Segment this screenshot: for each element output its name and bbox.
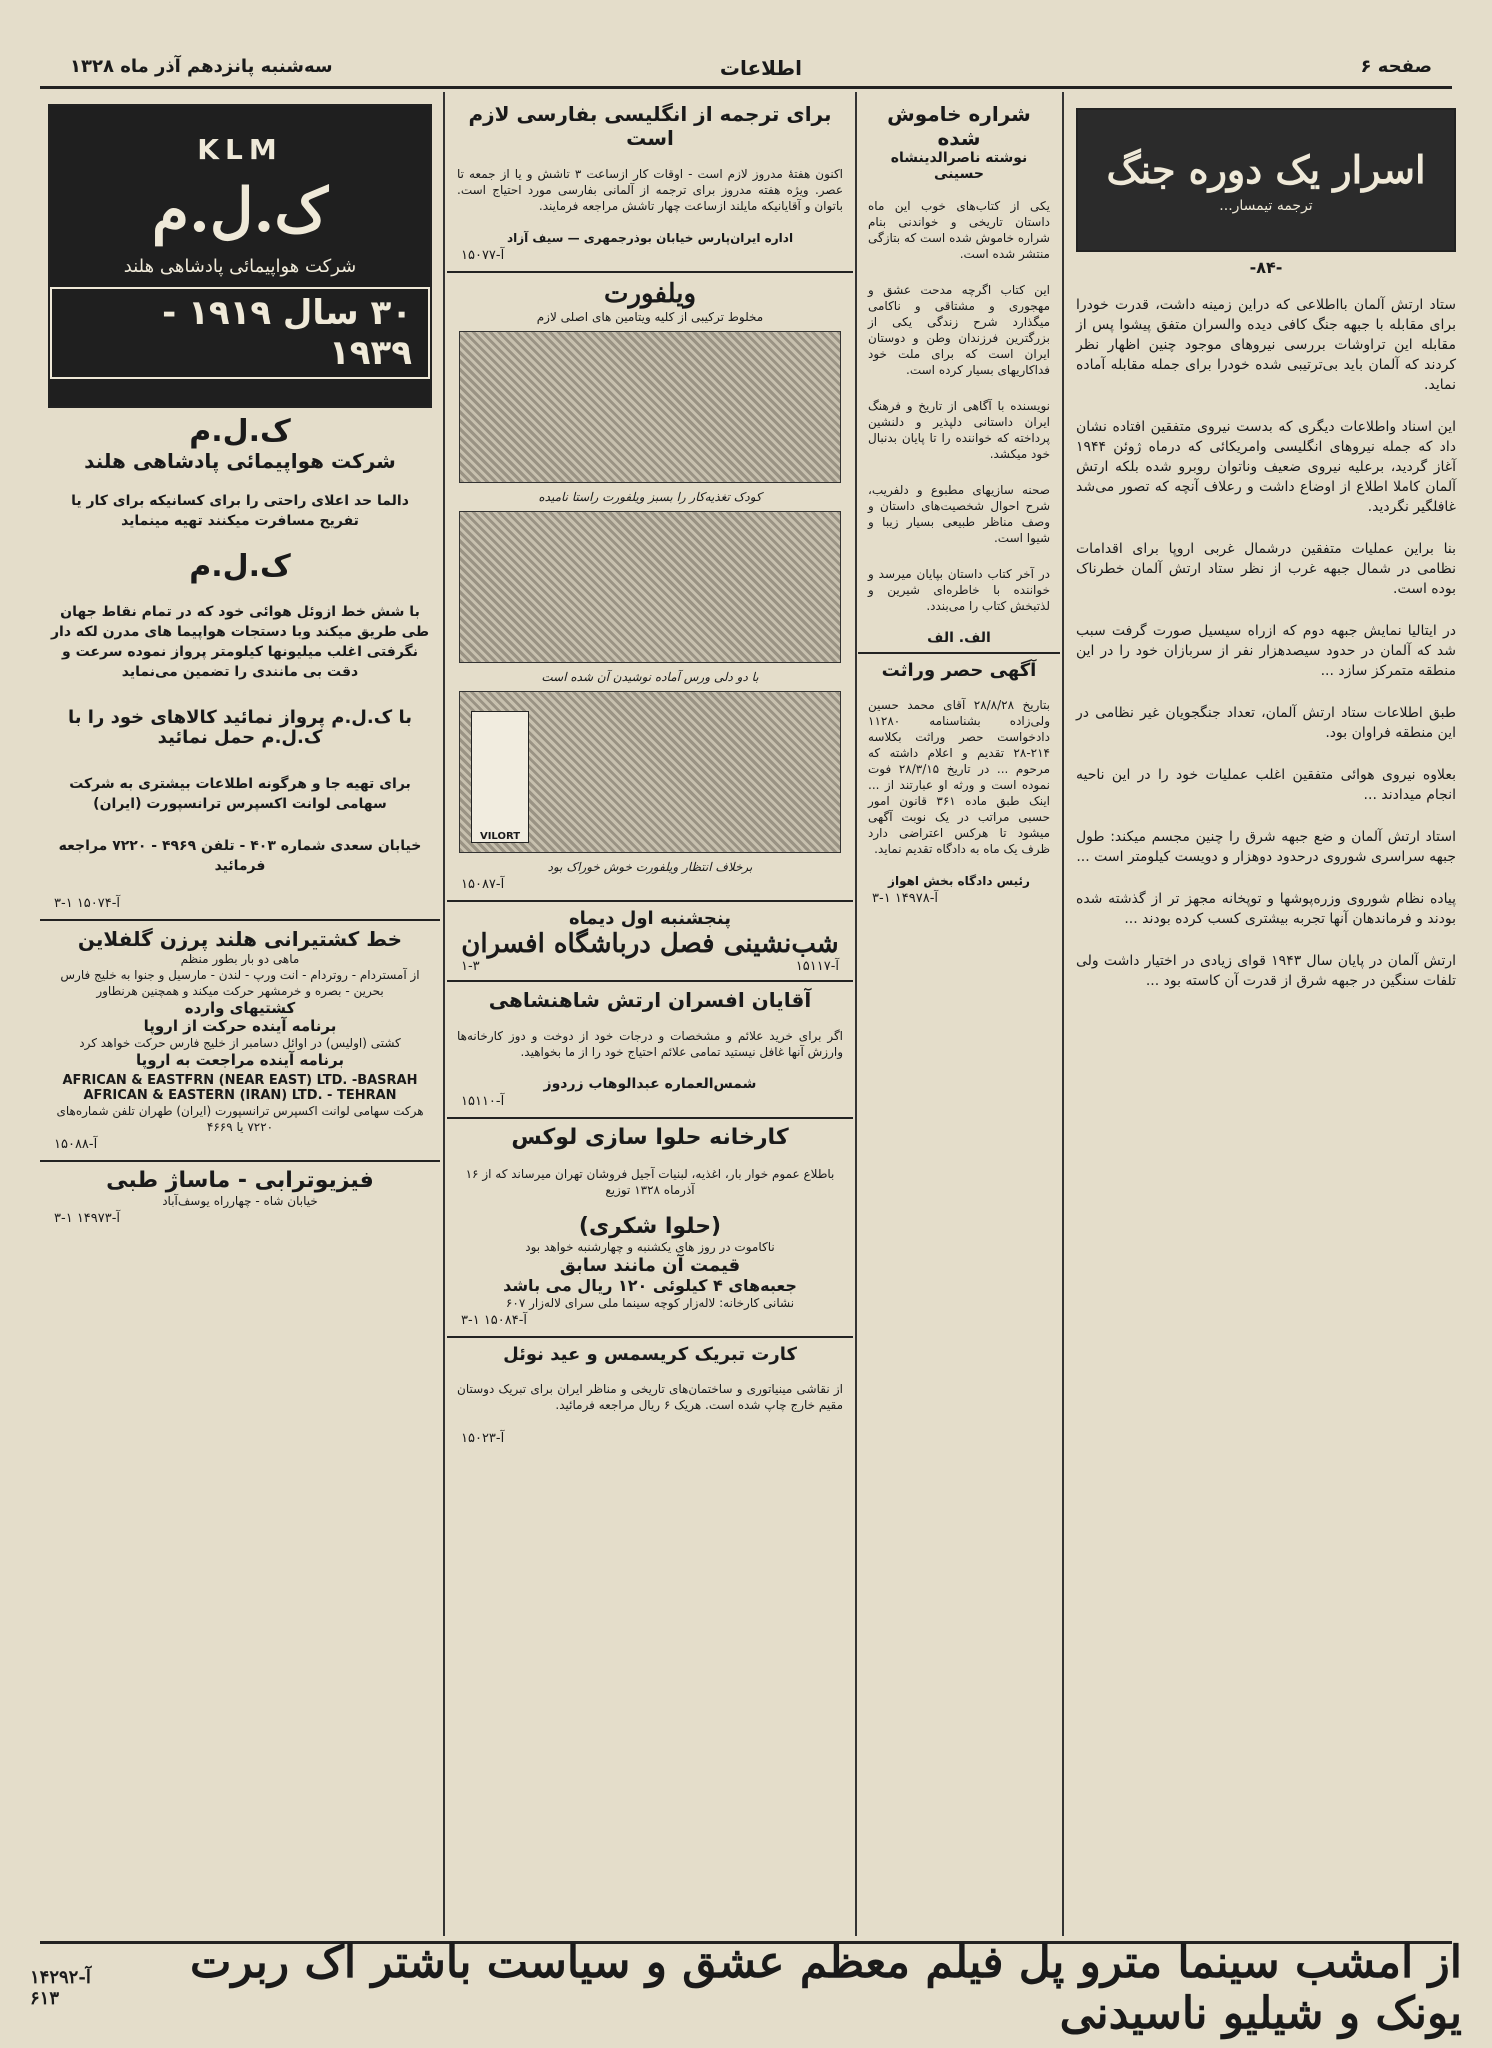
ads-left-column xyxy=(40,92,440,1936)
physio-address: خیابان شاه - چهارراه یوسف‌آباد xyxy=(162,1194,318,1208)
inheritance-notice-title: آگهی حصر وراثت xyxy=(881,660,1037,681)
sweets-price-head: قیمت آن مانند سابق xyxy=(559,1255,741,1276)
officers-ad-ref: آ-۱۵۱۱۰ xyxy=(461,1094,505,1109)
vilort-caption: با دو دلی ورس آماده نوشیدن آن شده است xyxy=(541,670,759,684)
sweets-price: جعبه‌های ۴ کیلوئی ۱۲۰ ریال می باشد xyxy=(503,1276,797,1295)
divider xyxy=(447,271,853,273)
article-paragraph: بعلاوه نیروی هوائی متفقین اغلب عملیات خود را در این ناحیه انجام میدادند ... xyxy=(1076,767,1456,803)
story-paragraph: نویسنده با آگاهی از تاریخ و فرهنگ ایران داستانی دلپذیر و دلنشین پرداخته که خواننده را تا پایان بدنبال خود میکشد. xyxy=(868,399,1050,461)
divider xyxy=(447,900,853,902)
paper-name: اطلاعات xyxy=(719,56,802,80)
shipping-agent-fa: هرکت سهامی لوانت اکسپرس ترانسپورت (ایران) طهران تلفن شماره‌های ۷۲۲۰ یا ۴۶۶۹ xyxy=(56,1104,424,1134)
page-header xyxy=(0,0,1492,90)
event-title: شب‌نشینی فصل درباشگاه افسران xyxy=(461,929,839,959)
series-banner-subtitle: ترجمه تیمسار... xyxy=(1219,197,1313,214)
sweets-ad-title: کارخانه حلوا سازی لوکس xyxy=(511,1125,789,1150)
installment-number: -۸۴- xyxy=(1249,258,1283,277)
klm-name: ک.ل.م xyxy=(189,414,291,449)
shipping-agent-tehran: AFRICAN & EASTERN (IRAN) LTD. - TEHRAN xyxy=(83,1088,397,1103)
klm-name: ک.ل.م xyxy=(189,549,291,584)
klm-paragraph: با ک.ل.م پرواز نمائید کالاهای خود را با ک.ل.م حمل نمائید xyxy=(68,707,412,748)
shipping-line: کشتی (اولیس) در اوائل دسامبر از خلیج فارس حرکت خواهد کرد xyxy=(79,1036,401,1050)
vilort-ref: آ-۱۵۰۸۷ xyxy=(461,877,505,892)
physio-title: فیزیوترابی - ماساژ طبی xyxy=(106,1168,374,1193)
klm-logo: KLM xyxy=(197,133,283,166)
translation-ad-title: برای ترجمه از انگلیسی بفارسی لازم است xyxy=(468,102,832,150)
header-rule xyxy=(40,86,1452,89)
officers-ad-sign: شمس‌العماره عبدالوهاب زردوز xyxy=(543,1076,757,1092)
page-number: صفحه ۶ xyxy=(1360,56,1432,77)
cinema-footer-ref: آ-۱۴۲۹۲ ۶۱۳ xyxy=(30,1967,91,2009)
sweets-ad-body: باطلاع عموم خوار بار، اغذیه، لبنیات آجیل فروشان تهران میرساند که از ۱۶ آذرماه ۱۳۲۸ توزیع xyxy=(465,1167,835,1197)
translation-ad-sign: اداره ایران‌پارس خیابان بوذرجمهری — سیف آزاد xyxy=(506,231,794,245)
article-paragraph: بنا براین عملیات متفقین درشمال غربی اروپا برای اقدامات نظامی در شمال جبهه غرب از نظر ستاد ارتش آلمان خطرناک بوده است. xyxy=(1076,541,1456,597)
card-ad-ref: آ-۱۵۰۲۳ xyxy=(461,1431,505,1446)
story-paragraph: در آخر کتاب داستان بپایان میرسد و خواننده با خاطره‌ای شیرین و لذتبخش کتاب را می‌بندد. xyxy=(868,567,1050,613)
divider xyxy=(858,652,1060,654)
card-ad-title: کارت تبریک کریسمس و عید نوئل xyxy=(503,1344,797,1365)
inheritance-notice-body: بتاریخ ۲۸/۸/۲۸ آقای محمد حسین ولی‌زاده بشناسنامه ۱۱۲۸۰ دادخواست حصر وراثت بکلاسه ۲۱۴-۲۸ تقدیم و اعلام داشته که مرحوم ... در تاریخ ۲۸/۳/۱۵ فوت نموده است و ورثه او عبارتند از ... اینک طبق ماده ۳۶۱ قانون امور حسبی مراتب در یک نوبت آگهی میشود تا هرکس اعتراضی دارد ظرف یک ماه به دادگاه تقدیم نماید. xyxy=(868,698,1051,856)
divider xyxy=(447,980,853,982)
article-paragraph: پیاده نظام شوروی وزره‌پوشها و توپخانه مجهز تر از گذشته شده بودند و فرماندهان آنها تجربه بیشتری کسب کرده بودند ... xyxy=(1076,891,1456,927)
sweets-ref: آ-۱۵۰۸۴ ۱-۳ xyxy=(461,1313,528,1328)
story-title: شراره خاموش شده xyxy=(887,102,1031,150)
vilort-ad xyxy=(447,279,853,894)
divider xyxy=(40,1160,440,1162)
sweets-note: ناکاموت در روز های یکشنبه و چهارشنبه خواهد بود xyxy=(525,1240,775,1254)
story-paragraph: صحنه سازیهای مطبوع و دلفریب، شرح احوال شخصیت‌های داستان و وصف مناظر طبیعی بسیار زیبا و شیوا است. xyxy=(868,483,1050,545)
article-paragraph: استاد ارتش آلمان و ضع جبهه شرق را چنین مجسم میکند: طول جبهه سراسری شوروی درحدود دوهزار و دویست کیلومتر است ... xyxy=(1076,829,1456,865)
vilort-caption: برخلاف انتظار ویلفورت خوش خوراک بود xyxy=(547,860,753,874)
story-column xyxy=(858,92,1060,1936)
shipping-agent-basrah: AFRICAN & EASTFRN (NEAR EAST) LTD. -BASRAH xyxy=(62,1073,418,1088)
vilort-photo-3-wrap xyxy=(447,691,853,853)
shipping-heading: برنامه آینده حرکت از اروپا xyxy=(143,1017,337,1035)
divider xyxy=(40,919,440,921)
divider xyxy=(447,1117,853,1119)
column-rule xyxy=(443,92,445,1936)
story-paragraph: یکی از کتاب‌های خوب این ماه داستان تاریخی و خواندنی بنام شراره خاموش شده است که بتازگی منتشر شده است. xyxy=(868,199,1050,261)
shipping-line: ماهی دو بار بطور منظم xyxy=(180,952,300,966)
series-banner-title: اسرار یک دوره جنگ xyxy=(1106,146,1426,192)
divider xyxy=(447,1336,853,1338)
klm-ref: آ-۱۵۰۷۴ ۱-۳ xyxy=(54,896,121,911)
article-paragraph: در ایتالیا نمایش جبهه دوم که ازراه سیسیل صورت گرفت سبب شد که آلمان در حدود سیصدهزار نفر از سربازان خود را در این منطقه متمرکز سازد ... xyxy=(1076,623,1456,679)
vilort-tagline: مخلوط ترکیبی از کلیه ویتامین های اصلی لازم xyxy=(536,310,764,324)
cinema-footer xyxy=(30,1937,1462,2039)
story-author: نوشته ناصرالدینشاه حسینی xyxy=(890,150,1028,182)
klm-banner-name: ک.ل.م xyxy=(151,176,329,246)
series-banner xyxy=(1076,108,1456,252)
klm-banner-subtitle: شرکت هواپیمائی پادشاهی هلند xyxy=(123,256,357,277)
event-ref: ۱-۳ xyxy=(461,959,480,974)
event-ref: آ-۱۵۱۱۷ xyxy=(795,959,839,974)
vilort-bottle-label: VILORT xyxy=(471,711,529,843)
physio-ref: آ-۱۴۹۷۳ ۱-۳ xyxy=(54,1211,121,1226)
translation-ad-ref: آ-۱۵۰۷۷ xyxy=(461,248,505,263)
cinema-footer-text: از امشب سینما مترو پل فیلم معظم عشق و سیاست باشتر اک ربرت یونک و شیلیو ناسیدنی xyxy=(189,1937,1462,2039)
klm-ribbon: ۳۰ سال ۱۹۱۹ - ۱۹۳۹ xyxy=(50,287,430,379)
vilort-photo-1 xyxy=(459,331,841,483)
klm-paragraph: خیابان سعدی شماره ۴۰۳ - تلفن ۴۹۶۹ - ۷۲۲۰ مراجعه فرمائید xyxy=(58,838,422,874)
vilort-photo-2 xyxy=(459,511,841,663)
officers-ad-title: آقایان افسران ارتش شاهنشاهی xyxy=(488,988,812,1012)
shipping-heading: کشتیهای وارده xyxy=(184,999,296,1017)
shipping-ref: آ-۱۵۰۸۸ xyxy=(54,1137,98,1152)
klm-paragraph: برای تهیه جا و هرگونه اطلاعات بیشتری به شرکت سهامی لوانت اکسپرس ترانسپورت (ایران) xyxy=(69,776,411,812)
inheritance-notice-ref: آ-۱۴۹۷۸ ۱-۳ xyxy=(872,891,939,906)
officers-ad-body: اگر برای خرید علائم و مشخصات و درجات خود از دوخت و دوز کارخانه‌ها وارزش آنها غافل نیستید تمامی علائم احتیاج خود را از ما بخواهید. xyxy=(457,1029,843,1059)
shipping-title: خط کشتیرانی هلند پرزن گلفلاین xyxy=(77,927,403,951)
klm-paragraph: با شش خط ازوئل هوائی خود که در تمام نقاط جهان طی طریق میکند وبا دستجات هواپیما های مدرن لکه دار نگرفتی اغلب میلیونها کیلومتر پرواز نموده سرعت و دقت بی مانندی را تضمین می‌نماید xyxy=(51,604,429,680)
ads-middle-column xyxy=(447,92,853,1936)
event-refs xyxy=(447,959,853,974)
shipping-heading: برنامه آینده مراجعت به اروپا xyxy=(136,1051,344,1069)
klm-paragraph: دالما حد اعلای راحتی را برای کسانیکه برای کار یا تفریح مسافرت میکنند تهیه مینماید xyxy=(71,493,409,529)
shipping-line: از آمستردام - روتردام - انت ورپ - لندن - مارسیل و جنوا به خلیج فارس xyxy=(60,968,420,982)
vilort-brand: ویلفورت xyxy=(603,279,696,309)
article-paragraph: طبق اطلاعات ستاد ارتش آلمان، تعداد جنگجویان غیر نظامی در این منطقه فراوان بود. xyxy=(1076,705,1456,741)
event-day: پنجشنبه اول دیماه xyxy=(569,908,731,929)
column-rule xyxy=(855,92,857,1936)
card-ad-body: از نقاشی مینیاتوری و ساختمان‌های تاریخی و مناظر ایران برای تبریک دوستان مقیم خارج چاپ شده است. هریک ۶ ریال مراجعه فرمائید. xyxy=(457,1382,843,1412)
translation-ad-body: اکنون هفتۀ مدروز لازم است - اوقات کار ازساعت ۳ تاشش و یا از جمعه تا عصر. ویژه هفته مدروز برای ترجمه از آلمانی بفارسی مورد احتیاج است. باتوان و آقایانیکه مایلند ازساعت چهار تاشش مراجعه فرمایند. xyxy=(457,167,843,213)
story-signoff: الف. الف xyxy=(927,630,991,646)
vilort-caption: کودک تغذیه‌کار را بسبز ویلفورت راستا نامیده xyxy=(538,490,762,504)
article-paragraph: ستاد ارتش آلمان بااطلاعی که دراین زمینه داشت، قدرت خودرا برای مقابله با جبهه جنگ کافی دیده والسران متفق پیشوا پس از مقابله این تراوشات بررسی نیروهای موجود چنین اظهار نظر کردند که آلمان باید بی‌ترتیبی شده خودرا برای جمله مقابله آماده نماید. xyxy=(1076,297,1456,393)
article-paragraph: این اسناد واطلاعات دیگری که بدست نیروی متفقین افتاده نشان داد که جمله نیروهای انگلیسی وامریکائی که درماه ژوئن ۱۹۴۴ آغاز گردید، برعلیه نیروی ضعیف وناتوان روبرو شده بلکه ارتش آلمان کاملا اطلاع از اوضاع داشت و رعلاف آنچه که تصور می‌شد غافلگیر نگردید. xyxy=(1076,419,1456,515)
story-paragraph: این کتاب اگرچه مدحت عشق و مهجوری و مشتاقی و ناکامی میگذارد شرح زندگی یکی از بزرگترین فرزندان وطن و دوستان ایران است که برای ملت خود فداکاریهای بسیار کرده است. xyxy=(868,283,1050,377)
sweets-product: (حلوا شکری) xyxy=(578,1214,722,1239)
klm-subtitle: شرکت هواپیمائی پادشاهی هلند xyxy=(84,449,396,473)
war-secrets-column xyxy=(1066,92,1466,1936)
article-paragraph: ارتش آلمان در پایان سال ۱۹۴۳ قوای زیادی در اختیار داشت ولی تلفات سنگین در جبهه شرق از قدرت آن کاسته بود ... xyxy=(1076,953,1456,989)
sweets-address: نشانی کارخانه: لاله‌زار کوچه سینما ملی سرای لاله‌زار ۶۰۷ xyxy=(505,1296,795,1310)
inheritance-notice-sign: رئیس دادگاه بخش اهواز xyxy=(888,874,1030,888)
column-rule xyxy=(1062,92,1064,1936)
issue-date: سه‌شنبه پانزدهم آذر ماه ۱۳۲۸ xyxy=(70,56,333,77)
shipping-line: بحرین - بصره و خرمشهر حرکت میکند و همچنین هرنطاور xyxy=(96,984,384,998)
klm-banner xyxy=(48,104,432,408)
